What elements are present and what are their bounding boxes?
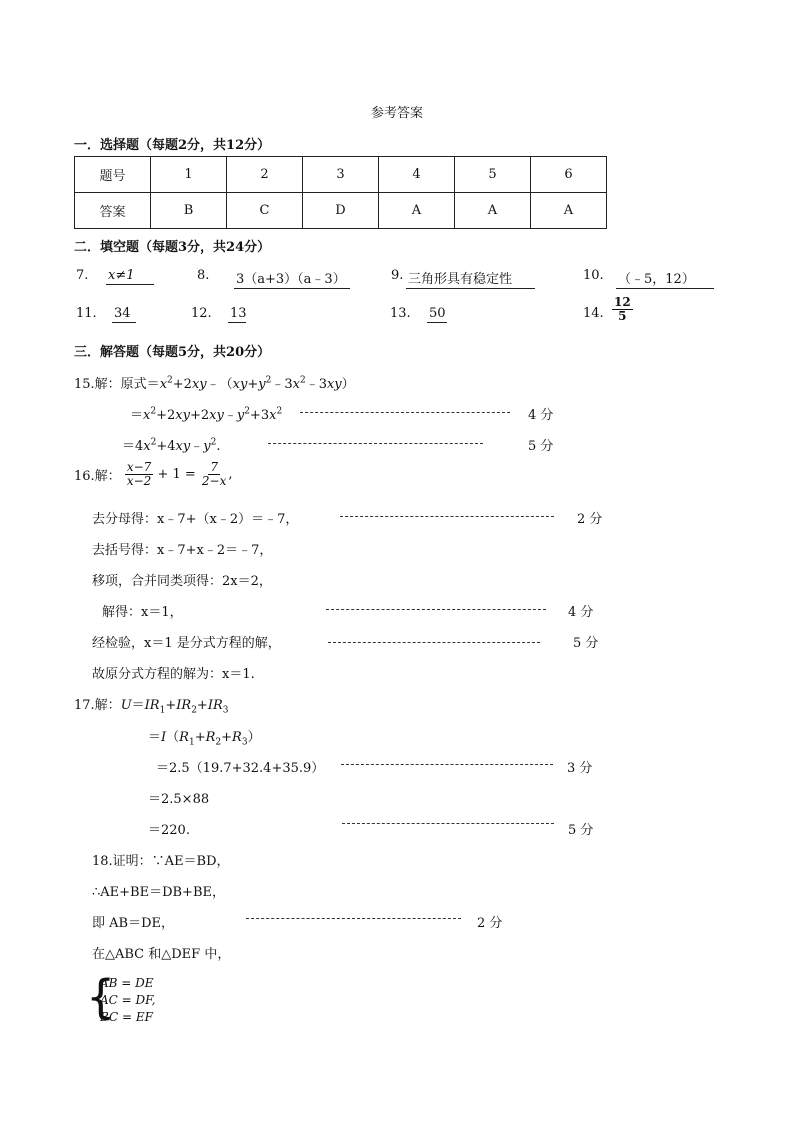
q15-line-1: 15.解：原式$=x^2+2xy﹣(xy+y^2﹣3x^2﹣3xy)$ [74, 375, 355, 392]
table-row [75, 157, 607, 193]
fill-answer: （﹣5，12） [616, 268, 714, 289]
fill-item-num: 11. [76, 306, 97, 321]
table-cell: A [379, 193, 455, 229]
dashed-leader [342, 823, 554, 824]
fill-item-num: 9. [391, 268, 404, 283]
score-label: 2 分 [477, 916, 503, 931]
fill-item-num: 10. [583, 268, 604, 283]
fraction-answer: $\frac{12}{5}$ [614, 295, 631, 324]
q18-line-1: 18.证明：∵AE＝BD， [92, 854, 230, 869]
score-label: 5 分 [568, 823, 594, 838]
dashed-leader [246, 918, 461, 919]
dashed-leader [341, 764, 553, 765]
system-brace: { [86, 970, 116, 1024]
q16-equation: 16.解： $\frac{x-7}{x-2}$ + 1 = $\frac{7}{2-x}$ , [74, 460, 233, 489]
score-label: 2 分 [577, 512, 603, 527]
q18-line-3: 即 AB＝DE， [92, 916, 174, 931]
fill-item-num: 13. [390, 306, 411, 321]
table-cell: C [227, 193, 303, 229]
dashed-leader [268, 443, 483, 444]
table-cell: A [455, 193, 531, 229]
fill-item-num: 8. [197, 268, 210, 283]
q17-line-1: 17.解：$U=IR_1+IR_2+IR_3$ [74, 698, 229, 716]
system-eq-3: BC = EF [100, 1010, 153, 1024]
score-label: 4 分 [528, 408, 554, 423]
score-label: 3 分 [567, 761, 593, 776]
section-1-heading: 一．选择题（每题2分，共12分） [74, 138, 271, 153]
table-cell: D [303, 193, 379, 229]
answer-table [74, 156, 607, 229]
q16-step: 经检验，x＝1 是分式方程的解， [92, 636, 281, 651]
q17-line-2: $=I(R_1+R_2+R_3)$ [148, 730, 261, 748]
dashed-leader [340, 516, 554, 517]
dashed-leader [300, 412, 510, 413]
fraction-right: $\frac{7}{2-x}$ [201, 460, 227, 489]
section-3-heading: 三．解答题（每题5分，共20分） [74, 345, 271, 360]
score-label: 5 分 [528, 439, 554, 454]
section-2-heading: 二．填空题（每题3分，共24分） [74, 240, 271, 255]
system-eq-2: AC = DF, [100, 993, 156, 1007]
fill-item-num: 12. [191, 306, 212, 321]
fill-item-num: 14. [583, 306, 604, 321]
table-cell: 1 [151, 157, 227, 193]
q17-line-3: ＝2.5（19.7+32.4+35.9） [156, 761, 325, 776]
fill-item-num: 7. [76, 268, 89, 283]
system-eq-1: AB = DE [100, 976, 154, 990]
fill-answer: 3（a+3）（a﹣3） [234, 268, 350, 289]
score-label: 5 分 [573, 636, 599, 651]
table-cell: 题号 [75, 157, 151, 193]
table-cell: 3 [303, 157, 379, 193]
table-row [75, 193, 607, 229]
q18-line-4: 在△ABC 和△DEF 中， [92, 947, 231, 962]
fill-answer: x≠1 [106, 268, 154, 285]
page-title: 参考答案 [370, 106, 423, 121]
q18-line-2: ∴AE+BE＝DB+BE， [92, 885, 225, 900]
score-label: 4 分 [568, 605, 594, 620]
table-cell: A [531, 193, 607, 229]
q15-line-2: $=x^2+2xy+2xy﹣y^2+3x^2$ [130, 406, 283, 423]
q16-step: 解得：x＝1， [102, 605, 183, 620]
fill-answer: 34 [112, 306, 136, 323]
q15-line-3: $=4x^2+4xy﹣y^2$. [122, 437, 221, 454]
q16-step: 去分母得：x﹣7+（x﹣2）＝﹣7， [92, 512, 299, 527]
q17-line-5: ＝220. [148, 823, 190, 838]
table-cell: B [151, 193, 227, 229]
q16-step: 移项，合并同类项得：2x＝2， [92, 574, 272, 589]
q16-step: 故原分式方程的解为：x＝1. [92, 667, 255, 682]
dashed-leader [328, 642, 540, 643]
table-cell: 4 [379, 157, 455, 193]
q16-step: 去括号得：x﹣7+x﹣2＝﹣7， [92, 543, 273, 558]
q17-line-4: ＝2.5×88 [148, 792, 210, 807]
table-cell: 6 [531, 157, 607, 193]
fill-answer: 13 [230, 306, 247, 321]
fill-answer: 三角形具有稳定性 [406, 268, 535, 289]
table-cell: 2 [227, 157, 303, 193]
fill-answer: 50 [429, 306, 446, 321]
fraction-left: $\frac{x-7}{x-2}$ [126, 460, 152, 489]
table-cell: 5 [455, 157, 531, 193]
table-cell: 答案 [75, 193, 151, 229]
dashed-leader [326, 609, 546, 610]
